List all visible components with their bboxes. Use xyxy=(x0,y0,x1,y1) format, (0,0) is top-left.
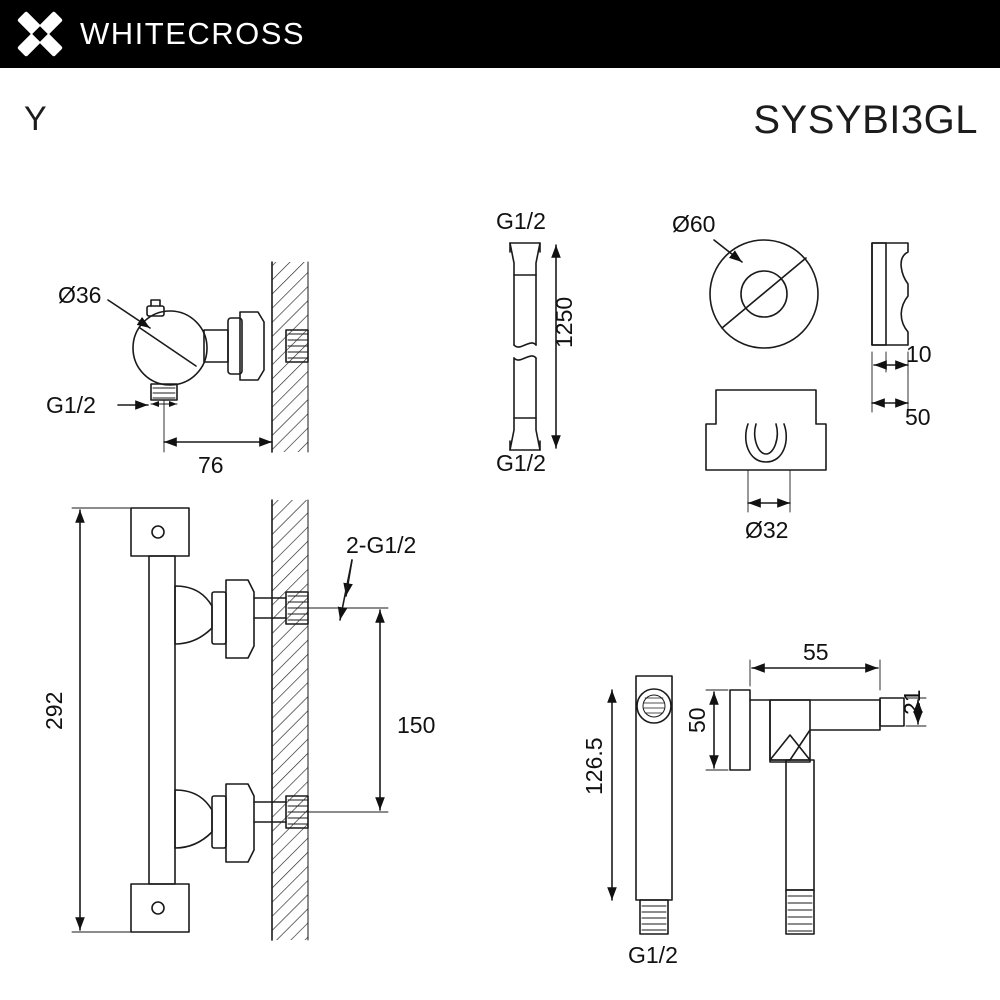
view-holder-front xyxy=(706,390,826,512)
dim-292: 292 xyxy=(41,691,67,730)
view-wall-outlet xyxy=(710,240,818,348)
dim-d32: Ø32 xyxy=(745,517,789,543)
dim-126-5: 126.5 xyxy=(581,737,607,795)
dim-50-valve: 50 xyxy=(684,707,710,733)
series-label: Y xyxy=(24,100,47,138)
view-wall-outlet-side xyxy=(872,243,908,412)
dim-21: 21 xyxy=(899,689,925,715)
view-front-thermostat xyxy=(72,500,388,940)
view-hose xyxy=(510,243,556,450)
dim-d36: Ø36 xyxy=(58,282,102,308)
dim-g12-hose-top: G1/2 xyxy=(496,208,546,234)
dim-150: 150 xyxy=(397,712,436,738)
dim-10: 10 xyxy=(906,341,932,367)
view-hand-shower xyxy=(612,676,672,934)
dim-2-g12: 2-G1/2 xyxy=(346,532,417,558)
model-code: SYSYBI3GL xyxy=(753,98,978,142)
view-angle-valve xyxy=(706,660,926,934)
dim-76: 76 xyxy=(198,452,224,478)
view-side-thermostat xyxy=(108,262,308,452)
brand-name: WHITECROSS xyxy=(80,16,306,51)
dim-50-outlet: 50 xyxy=(905,404,931,430)
dim-1250: 1250 xyxy=(551,296,577,348)
dim-d60: Ø60 xyxy=(672,211,716,237)
dim-g12-a: G1/2 xyxy=(46,392,96,418)
dim-g12-hose-bottom: G1/2 xyxy=(496,450,546,476)
dim-g12-shower: G1/2 xyxy=(628,942,678,968)
dim-55: 55 xyxy=(803,639,829,665)
